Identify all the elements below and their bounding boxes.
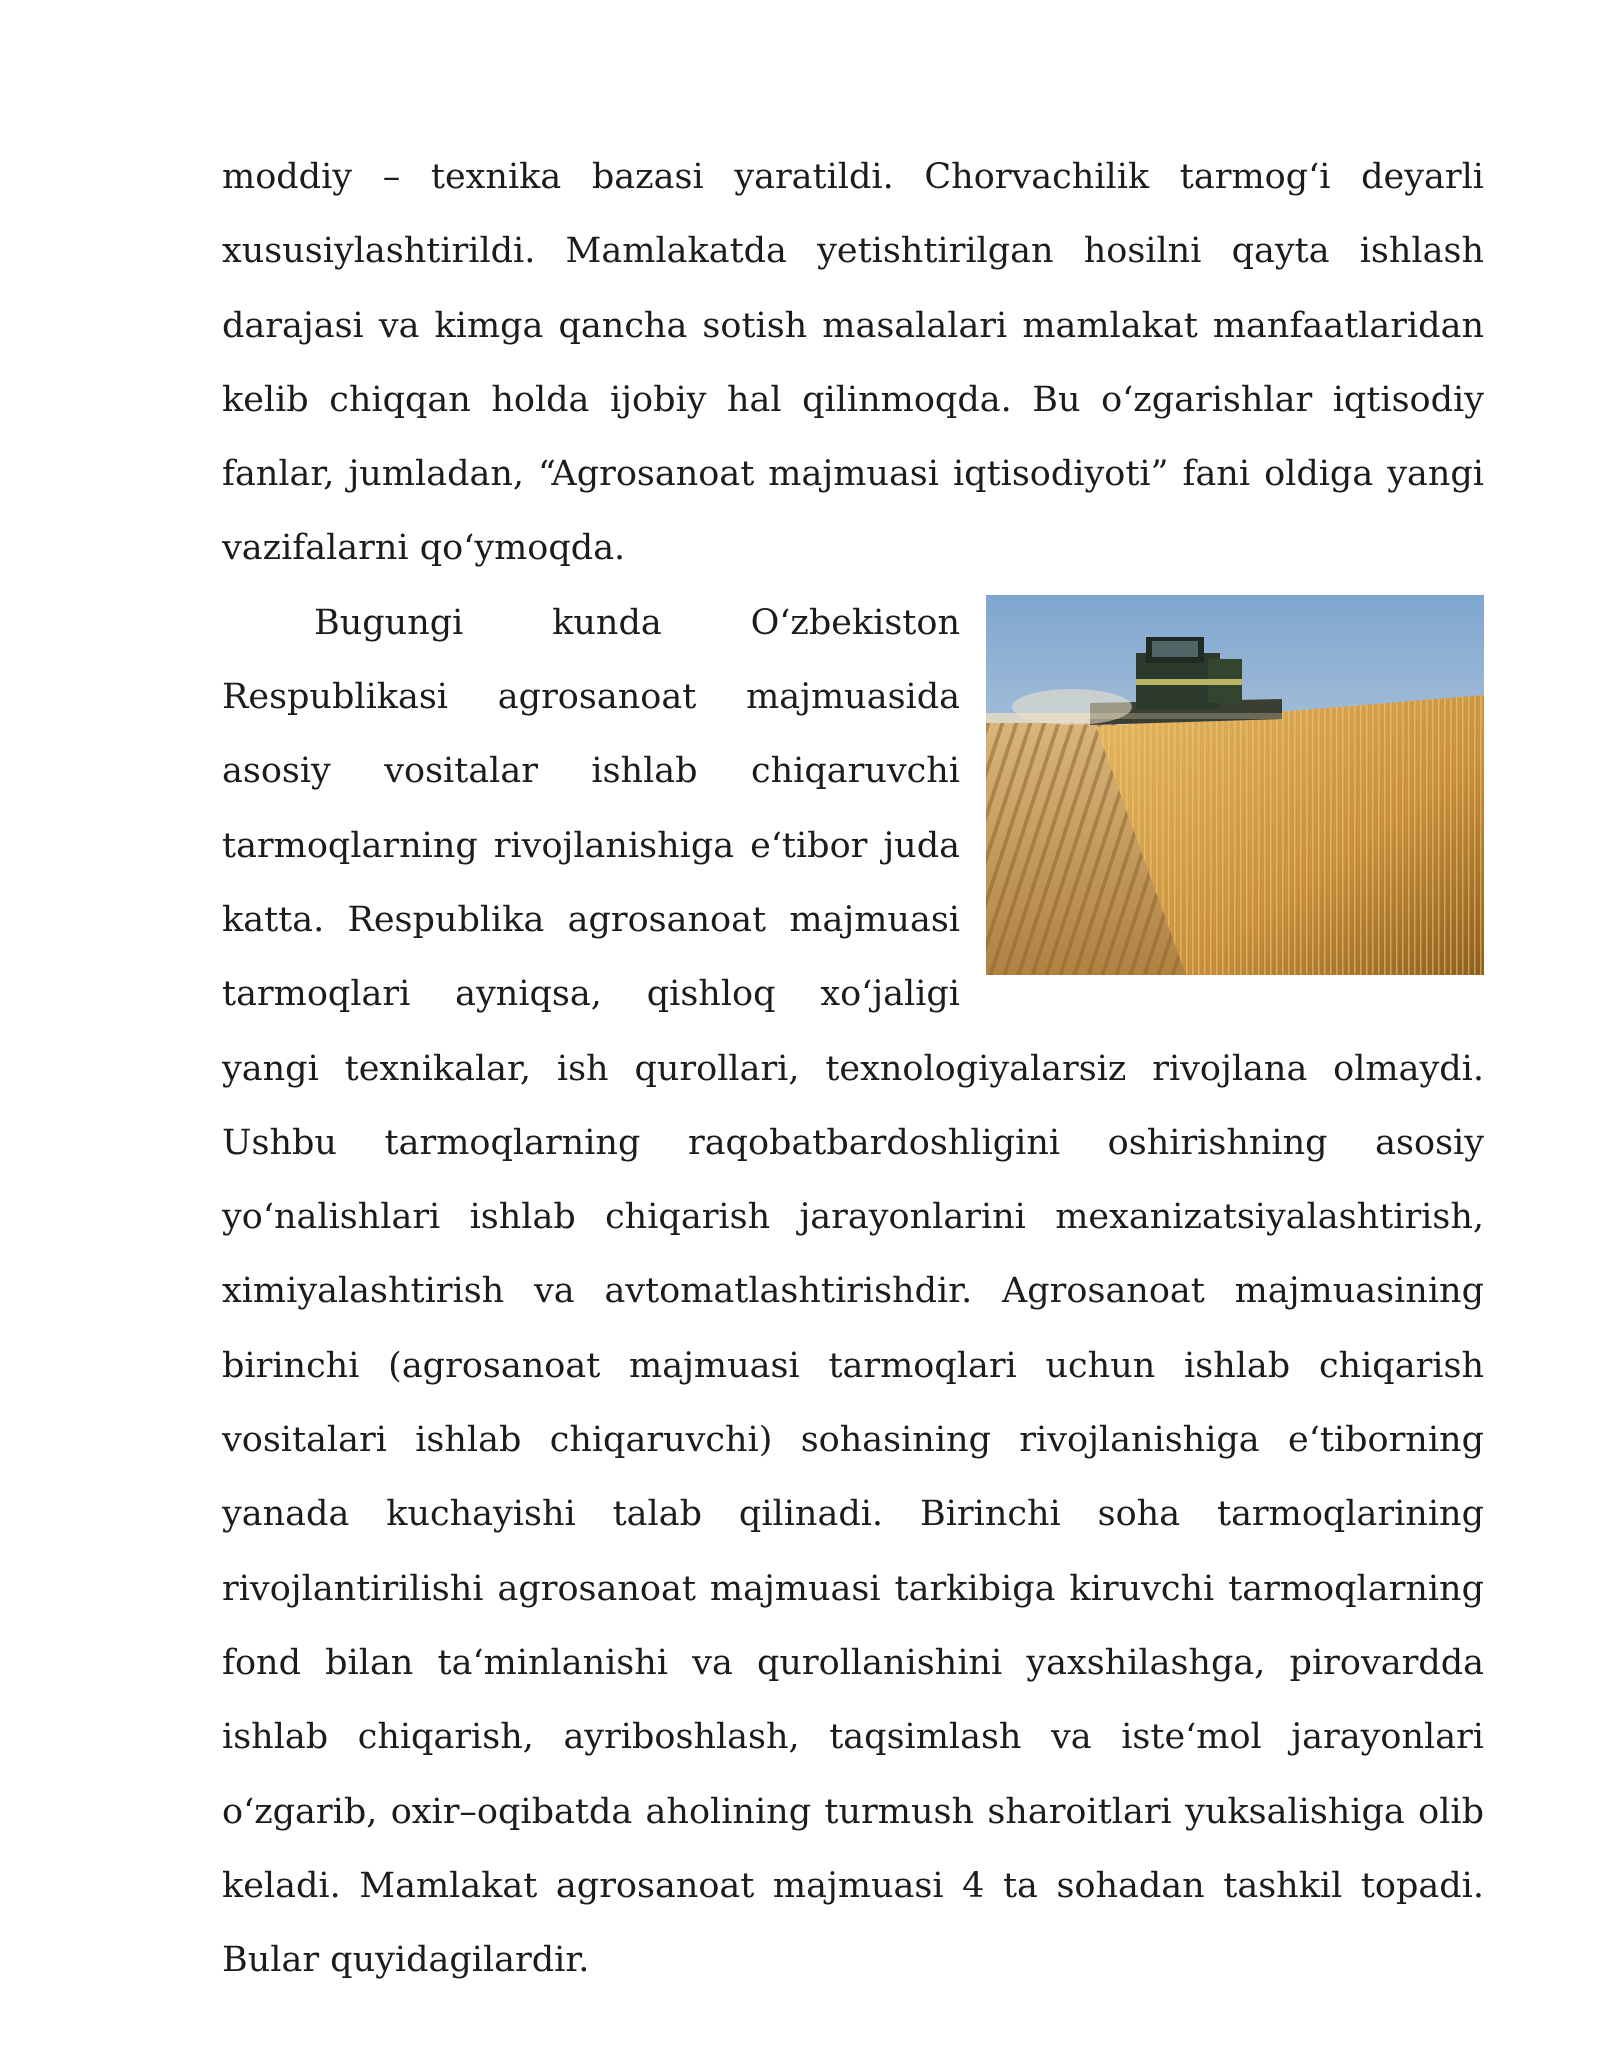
harvest-photo [986, 595, 1484, 975]
paragraph-2: Bugungi kunda O‘zbekiston Respublikasi agrosanoat majmuasida asosiy vositalar ishlab chiqaruvchi tarmoqlarning rivojlanishiga e‘tibor juda katta. Respublika agrosanoat majmuasi tarmoqlari ayniqsa, qishloq xo‘jaligi yangi texnikalar, ish qurollari, texnologiyalarsiz rivojlana olmaydi. Ushbu tarmoqlarning raqobatbardoshligini oshirishning asosiy yo‘nalishlari ishlab chiqarish jarayonlarini mexanizatsiyalashtirish, ximiyalashtirish va avtomatlashtirishdir. Agrosanoat majmuasining birinchi (agrosanoat majmuasi tarmoqlari uchun ishlab chiqarish vositalari ishlab chiqaruvchi) sohasining rivojlanishiga e‘tiborning yanada kuchayishi talab qilinadi. Birinchi soha tarmoqlarining rivojlantirilishi agrosanoat majmuasi tarkibiga kiruvchi tarmoqlarning fond bilan ta‘minlanishi va qurollanishini yaxshilashga, pirovardda ishlab chiqarish, ayriboshlash, taqsimlash va iste‘mol jarayonlari o‘zgarib, oxir–oqibatda aholining turmush sharoitlari yuksalishiga olib keladi. Mamlakat agrosanoat majmuasi 4 ta sohadan tashkil topadi. Bular quyidagilardir. [222, 602, 1484, 1981]
combine-harvester-icon [986, 595, 1484, 975]
paragraph-1: moddiy – texnika bazasi yaratildi. Chorvachilik tarmog‘i deyarli xususiylashtirildi. Mamlakatda yetishtirilgan hosilni qayta ishlash darajasi va kimga qancha sotish masalalari mamlakat manfaatlaridan kelib chiqqan holda ijobiy hal qilinmoqda. Bu o‘zgarishlar iqtisodiy fanlar, jumladan, “Agrosanoat majmuasi iqtisodiyoti” fani oldiga yangi vazifalarni qo‘ymoqda. [222, 157, 1484, 569]
body-text [222, 140, 1484, 1997]
